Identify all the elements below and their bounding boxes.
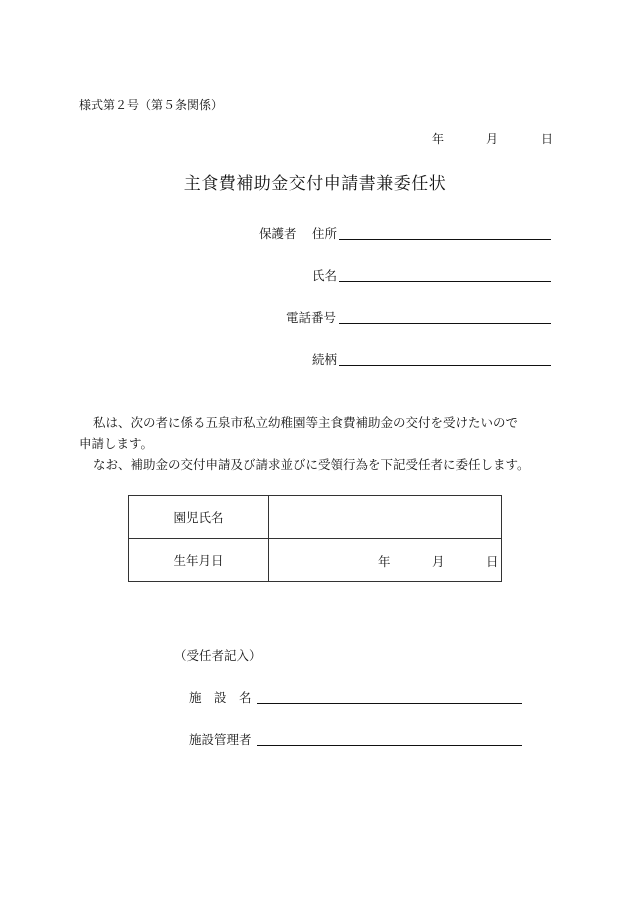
birth-month-label: 月 [432, 554, 445, 569]
birth-day-label: 日 [486, 554, 499, 569]
phone-field-line[interactable] [339, 323, 551, 324]
facility-name-field-line[interactable] [257, 703, 522, 704]
child-info-table [128, 495, 502, 582]
body-line-3: なお、補助金の交付申請及び請求並びに受領行為を下記受任者に委任します。 [93, 457, 530, 472]
facility-name-label: 施 設 名 [189, 690, 252, 705]
address-field-line[interactable] [339, 239, 551, 240]
birth-date-field[interactable] [269, 539, 502, 582]
date-month-label: 月 [486, 132, 499, 146]
name-field-line[interactable] [339, 281, 551, 282]
child-name-row [129, 496, 502, 539]
address-label: 住所 [312, 226, 338, 241]
child-name-label: 園児氏名 [129, 496, 269, 539]
facility-manager-label: 施設管理者 [189, 732, 252, 747]
facility-manager-field-line[interactable] [257, 745, 522, 746]
form-number: 様式第２号（第５条関係） [79, 98, 224, 112]
guardian-prefix: 保護者 [259, 226, 297, 241]
date-year-label: 年 [432, 132, 445, 146]
name-label: 氏名 [312, 268, 338, 283]
birth-year-label: 年 [378, 554, 391, 569]
phone-label: 電話番号 [286, 310, 337, 325]
delegate-heading: （受任者記入） [174, 648, 262, 663]
relation-label: 続柄 [312, 352, 338, 367]
body-line-2: 申請します。 [79, 436, 154, 451]
birth-date-row [129, 539, 502, 582]
date-day-label: 日 [541, 132, 554, 146]
body-line-1: 私は、次の者に係る五泉市私立幼稚園等主食費補助金の交付を受けたいので [93, 415, 519, 430]
birth-date-label: 生年月日 [129, 539, 269, 582]
child-name-field[interactable] [269, 496, 502, 539]
relation-field-line[interactable] [339, 365, 551, 366]
document-title: 主食費補助金交付申請書兼委任状 [183, 174, 447, 194]
